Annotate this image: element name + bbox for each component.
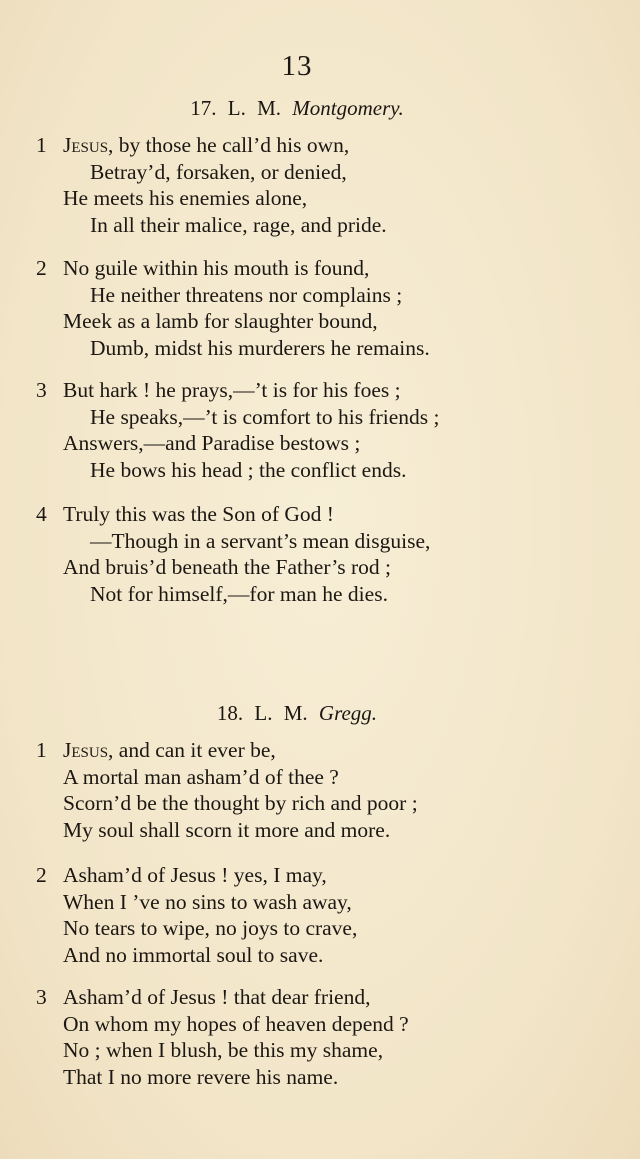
verse-first-line: Asham’d of Jesus ! that dear friend, [63, 985, 371, 1009]
verse-first-line: Truly this was the Son of God ! [63, 502, 334, 526]
verse-line: No ; when I blush, be this my shame, [63, 1038, 384, 1062]
verse-line: A mortal man asham’d of thee ? [63, 764, 339, 789]
verse [36, 132, 616, 238]
verse-first-line: But hark ! he prays,—’t is for his foes ; [63, 378, 401, 402]
verse-number: 1 [36, 738, 47, 762]
verse-number: 1 [36, 133, 47, 157]
verse-first-word: Jesus, [63, 133, 114, 157]
verse-line: Dumb, midst his murderers he remains. [90, 335, 430, 360]
hymn-meter: L. M. [254, 701, 308, 725]
verse-line: And bruis’d beneath the Father’s rod ; [63, 555, 392, 579]
verse-number: 2 [36, 256, 47, 280]
hymn-header [0, 701, 594, 726]
verse-line: When I ’ve no sins to wash away, [63, 889, 352, 914]
verse-line: He meets his enemies alone, [63, 186, 308, 210]
verse [36, 862, 616, 968]
verse-line: In all their malice, rage, and pride. [90, 212, 387, 237]
verse-line: Meek as a lamb for slaughter bound, [63, 309, 378, 333]
verse-line: Betray’d, forsaken, or denied, [90, 159, 347, 184]
verse-line: And no immortal soul to save. [63, 942, 324, 967]
verse-line: Not for himself,—for man he dies. [90, 581, 388, 606]
verse [36, 501, 616, 607]
hymn-tune: Gregg. [318, 701, 378, 725]
verse-line: No tears to wipe, no joys to crave, [63, 916, 358, 940]
verse [36, 255, 616, 361]
verse-line: He speaks,—’t is comfort to his friends ; [90, 404, 440, 429]
verse-line: My soul shall scorn it more and more. [63, 817, 391, 842]
verse-line: On whom my hopes of heaven depend ? [63, 1011, 409, 1036]
verse-first-line: and can it ever be, [113, 738, 276, 762]
verse-first-line: Asham’d of Jesus ! yes, I may, [63, 863, 327, 887]
hymn-number: 17. [190, 96, 217, 120]
verse [36, 377, 616, 483]
verse-first-line: No guile within his mouth is found, [63, 256, 370, 280]
verse-line: That I no more revere his name. [63, 1064, 339, 1089]
verse-number: 4 [36, 502, 47, 526]
verse-line: Answers,—and Paradise bestows ; [63, 431, 361, 455]
verse [36, 737, 616, 843]
verse-first-line: by those he call’d his own, [113, 133, 350, 157]
verse [36, 984, 616, 1090]
verse-line: He bows his head ; the conflict ends. [90, 457, 407, 482]
verse-first-word: Jesus, [63, 738, 114, 762]
hymn-tune: Montgomery. [292, 96, 404, 120]
verse-line: He neither threatens nor complains ; [90, 282, 403, 307]
page-number: 13 [281, 50, 313, 82]
hymn-meter: L. M. [227, 96, 282, 120]
verse-line: —Though in a servant’s mean disguise, [90, 528, 431, 553]
verse-number: 3 [36, 378, 47, 402]
hymn-header [0, 96, 594, 121]
hymn-number: 18. [216, 701, 244, 725]
verse-number: 3 [36, 985, 47, 1009]
verse-number: 2 [36, 863, 47, 887]
verse-line: Scorn’d be the thought by rich and poor ; [63, 791, 418, 815]
